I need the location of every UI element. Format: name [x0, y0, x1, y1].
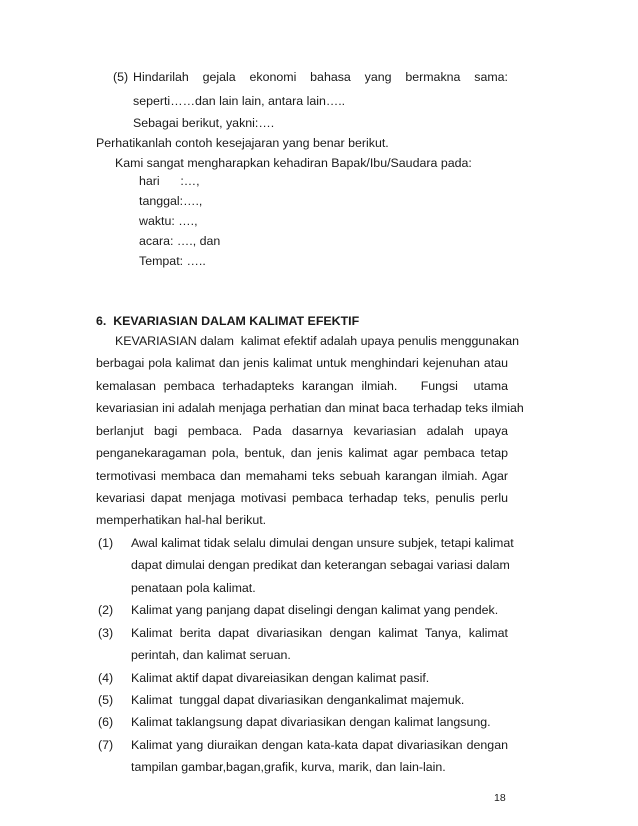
list-item-7-line-2: tampilan gambar,bagan,grafik, kurva, marik, dan lain-lain. — [131, 760, 446, 774]
list-item-3-number: (3) — [98, 626, 114, 640]
contoh-intro: Perhatikanlah contoh kesejajaran yang benar berikut. — [96, 136, 389, 150]
list-item-6-number: (6) — [98, 715, 114, 729]
detail-acara: acara: …., dan — [139, 234, 221, 248]
list-item-4-line-1: Kalimat aktif dapat divareiasikan dengan kalimat pasif. — [131, 671, 430, 685]
invitation-sentence: Kami sangat mengharapkan kehadiran Bapak/Ibu/Saudara pada: — [115, 156, 472, 170]
list-item-7-number: (7) — [98, 738, 114, 752]
list-item-5-line-1: Kalimat tunggal dapat divariasikan dengankalimat majemuk. — [131, 693, 465, 707]
detail-hari: hari :…, — [139, 174, 200, 188]
paragraph-line-6: penganekaragaman pola, bentuk, dan jenis kalimat agar pembaca tetap — [96, 446, 508, 460]
paragraph-line-2: berbagai pola kalimat dan jenis kalimat untuk menghindari kejenuhan atau — [96, 356, 508, 370]
list-item-4-number: (4) — [98, 671, 114, 685]
list-item-2-line-1: Kalimat yang panjang dapat diselingi dengan kalimat yang pendek. — [131, 603, 499, 617]
paragraph-line-8: kevariasi dapat menjaga motivasi pembaca terhadap teks, penulis perlu — [96, 491, 508, 505]
list-item-2-number: (2) — [98, 603, 114, 617]
paragraph-line-9: memperhatikan hal-hal berikut. — [96, 513, 267, 527]
prev-item-5-line-3: Sebagai berikut, yakni:…. — [133, 116, 275, 130]
paragraph-line-7: termotivasi membaca dan memahami teks sebuah karangan ilmiah. Agar — [96, 469, 508, 483]
prev-item-5-line-2: seperti……dan lain lain, antara lain….. — [133, 94, 346, 108]
detail-tanggal: tanggal:…., — [139, 194, 203, 208]
list-item-3-line-1: Kalimat berita dapat divariasikan dengan kalimat Tanya, kalimat — [131, 626, 508, 640]
paragraph-line-1: KEVARIASIAN dalam kalimat efektif adalah upaya penulis menggunakan — [115, 334, 520, 348]
detail-waktu: waktu: …., — [139, 214, 198, 228]
prev-item-5-number: (5) — [113, 70, 129, 84]
detail-tempat: Tempat: ….. — [139, 254, 206, 268]
list-item-3-line-2: perintah, dan kalimat seruan. — [131, 648, 291, 662]
paragraph-line-3: kemalasan pembaca terhadapteks karangan ilmiah. Fungsi utama — [96, 379, 508, 393]
list-item-7-line-1: Kalimat yang diuraikan dengan kata-kata dapat divariasikan dengan — [131, 738, 508, 752]
paragraph-line-5: berlanjut bagi pembaca. Pada dasarnya kevariasian adalah upaya — [96, 424, 508, 438]
paragraph-line-4: kevariasian ini adalah menjaga perhatian dan minat baca terhadap teks ilmiah — [96, 401, 524, 415]
prev-item-5-line-1: Hindarilah gejala ekonomi bahasa yang bermakna sama: — [133, 70, 508, 84]
list-item-6-line-1: Kalimat taklangsung dapat divariasikan dengan kalimat langsung. — [131, 715, 491, 729]
list-item-1-line-1: Awal kalimat tidak selalu dimulai dengan unsure subjek, tetapi kalimat — [131, 536, 514, 550]
section-heading: 6. KEVARIASIAN DALAM KALIMAT EFEKTIF — [96, 314, 360, 328]
list-item-5-number: (5) — [98, 693, 114, 707]
page-number: 18 — [494, 792, 506, 804]
list-item-1-line-3: penataan pola kalimat. — [131, 581, 256, 595]
list-item-1-number: (1) — [98, 536, 114, 550]
list-item-1-line-2: dapat dimulai dengan predikat dan keterangan sebagai variasi dalam — [131, 558, 510, 572]
